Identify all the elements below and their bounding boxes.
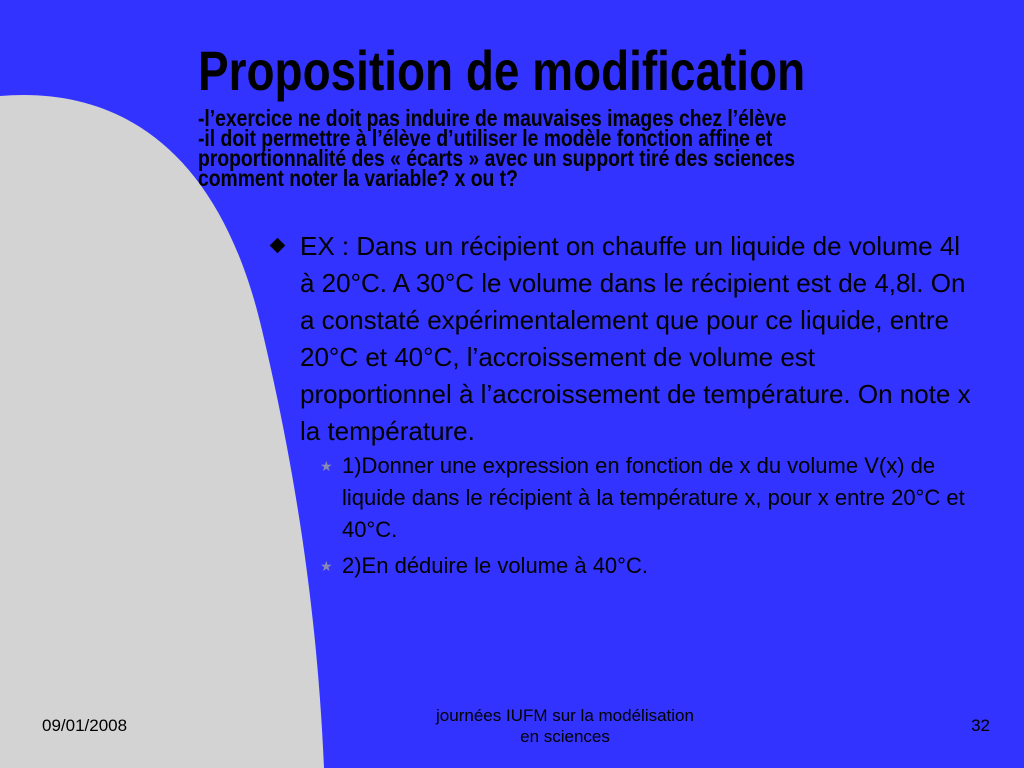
subtitle-line: comment noter la variable? x ou t? [198, 165, 518, 191]
sub-bullet-item [320, 550, 972, 582]
star-bullet-icon: ★ [320, 458, 333, 474]
slide-title: Proposition de modification [198, 39, 806, 102]
sub-bullet-item [320, 450, 972, 546]
subtitle-line: -il doit permettre à l’élève d’utiliser le modèle fonction affine et [198, 125, 773, 151]
diamond-bullet-icon [270, 238, 286, 254]
main-bullet-text: EX : Dans un récipient on chauffe un liquide de volume 4l à 20°C. A 30°C le volume dans le récipient est de 4,8l. On a constaté expérimentalement que pour ce liquide, entre 20°C et 40°C, l’accroissement de volume est proportionnel à l’accroissement de température. On note x la température. [300, 231, 971, 446]
sub-bullet-text: 1)Donner une expression en fonction de x du volume V(x) de liquide dans le récipient à la température x, pour x entre 20°C et 40°C. [342, 453, 965, 542]
slide-subtitle [198, 105, 937, 191]
footer-date: 09/01/2008 [42, 716, 128, 735]
sub-bullet-text: 2)En déduire le volume à 40°C. [342, 553, 648, 578]
subtitle-line: proportionnalité des « écarts » avec un support tiré des sciences [198, 145, 795, 171]
subtitle-line: -l’exercice ne doit pas induire de mauvaises images chez l’élève [198, 105, 787, 131]
footer-caption [390, 705, 740, 747]
slide-body [272, 228, 972, 582]
star-bullet-icon: ★ [320, 558, 333, 574]
main-bullet-item [272, 228, 972, 450]
footer-caption-line: en sciences [520, 727, 610, 746]
footer-caption-line: journées IUFM sur la modélisation [436, 706, 694, 725]
page-number: 32 [971, 716, 990, 735]
